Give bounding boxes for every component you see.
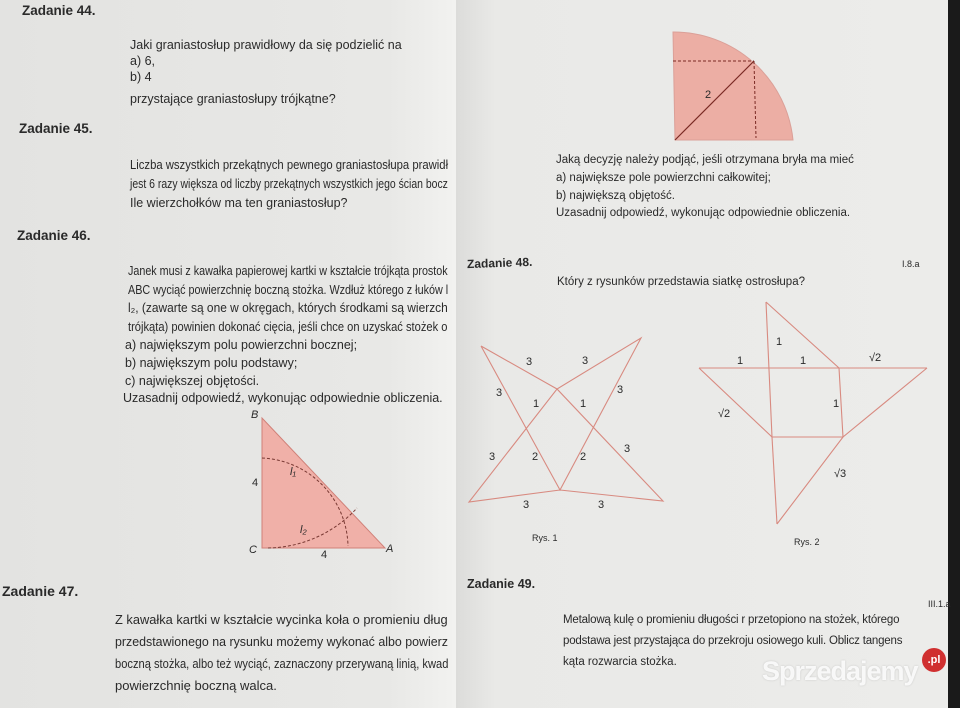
task-48-code: I.8.a (902, 259, 920, 269)
task-48-title: Zadanie 48. (466, 254, 533, 272)
task-45-line: Ile wierzchołków ma ten graniastosłup? (130, 196, 348, 210)
edge-label: 3 (624, 443, 631, 455)
task-44-line: przystające graniastosłupy trójkątne? (130, 92, 336, 106)
arc-l1-label: l₁ (290, 466, 296, 478)
edge-label: 2 (580, 451, 587, 463)
edge-label: 2 (532, 451, 539, 463)
task-44-line: Jaki graniastosłup prawidłowy da się podzielić na (130, 38, 402, 52)
task-47-title: Zadanie 47. (2, 583, 79, 599)
vertex-c-label: C (249, 544, 257, 556)
edge-label: 1 (776, 336, 783, 348)
task-46-title: Zadanie 46. (17, 228, 91, 243)
task-46-line: l₂, (zawarte są one w okręgach, których środkami są wierzch (128, 301, 448, 315)
watermark-logo: Sprzedajemy (762, 656, 918, 686)
task-44-line: b) 4 (130, 70, 152, 84)
edge-label: 3 (582, 355, 589, 367)
vertex-a-label: A (386, 543, 394, 555)
net-figure-2 (699, 302, 927, 524)
task-45-line: Liczba wszystkich przekątnych pewnego graniastosłupa prawidł (130, 158, 449, 172)
side-ca-label: 4 (321, 549, 328, 561)
edge-label: 3 (523, 499, 530, 511)
task-46-line: Janek musi z kawałka papierowej kartki w kształcie trójkąta prostok (128, 264, 448, 278)
watermark-badge: .pl (922, 648, 946, 672)
task-46-line: ABC wyciąć powierzchnię boczną stożka. Wzdłuż którego z łuków l (128, 283, 449, 297)
task-46-option-b: b) największym polu podstawy; (125, 356, 298, 370)
task-47-option-b: b) największą objętość. (556, 190, 675, 202)
sector-radius-label: 2 (705, 89, 712, 101)
edge-label: 1 (580, 398, 587, 410)
vertex-b-label: B (251, 409, 259, 421)
edge-label: 1 (833, 398, 840, 410)
task-46-line: trójkąta) powinien dokonać cięcia, jeśli chce on uzyskać stożek o (128, 320, 448, 334)
task-46-option-a: a) największym polu powierzchni bocznej; (125, 338, 358, 352)
net-figure-1 (469, 338, 663, 502)
figure-1-caption: Rys. 1 (532, 533, 558, 543)
edge-label: 3 (489, 451, 496, 463)
task-49-line: kąta rozwarcia stożka. (563, 656, 677, 668)
edge-label: √2 (718, 408, 731, 420)
task-44-title: Zadanie 44. (22, 3, 96, 18)
side-bc-label: 4 (252, 477, 259, 489)
arc-l2-label: l₂ (300, 524, 307, 536)
task-49-code: III.1.a (928, 599, 951, 609)
task-49-title: Zadanie 49. (467, 577, 536, 591)
task-45-line: jest 6 razy większa od liczby przekątnych wszystkich jego ścian bocz (130, 177, 448, 191)
edge-label: 1 (737, 355, 744, 367)
triangle-abc (262, 418, 385, 548)
task-47-line: boczną stożka, albo też wyciąć, zaznaczony przerywaną linią, kwad (115, 656, 449, 671)
task-49-line: podstawa jest przystająca do przekroju osiowego kuli. Oblicz tangens (563, 635, 903, 647)
task-47-justify: Uzasadnij odpowiedź, wykonując odpowiednie obliczenia. (556, 207, 851, 219)
task-46-option-c: c) największej objętości. (125, 374, 260, 388)
task-47-line: Z kawałka kartki w kształcie wycinka koła o promieniu dług (115, 612, 448, 627)
sector-figure (673, 32, 793, 140)
edge-label: 3 (598, 499, 605, 511)
task-44-line: a) 6, (130, 54, 156, 68)
task-48-question: Który z rysunków przedstawia siatkę ostrosłupa? (557, 276, 805, 288)
task-47-option-a: a) największe pole powierzchni całkowitej; (556, 172, 771, 184)
task-47-question: Jaką decyzję należy podjąć, jeśli otrzymana bryła ma mieć (556, 154, 854, 166)
task-47-line: przedstawionego na rysunku możemy wykonać albo powierz (115, 634, 448, 649)
edge-label: 1 (800, 355, 807, 367)
edge-label: √3 (834, 468, 847, 480)
edge-label: 3 (526, 356, 533, 368)
figure-2-caption: Rys. 2 (794, 537, 820, 547)
edge-label: 1 (533, 398, 540, 410)
edge-label: √2 (869, 352, 882, 364)
task-45-title: Zadanie 45. (19, 121, 93, 136)
task-47-line: powierzchnię boczną walca. (115, 678, 277, 693)
task-46-line: Uzasadnij odpowiedź, wykonując odpowiednie obliczenia. (123, 391, 443, 405)
task-49-line: Metalową kulę o promieniu długości r przetopiono na stożek, którego (563, 614, 900, 626)
edge-label: 3 (496, 387, 503, 399)
edge-label: 3 (617, 384, 624, 396)
triangle-figure (262, 418, 385, 548)
